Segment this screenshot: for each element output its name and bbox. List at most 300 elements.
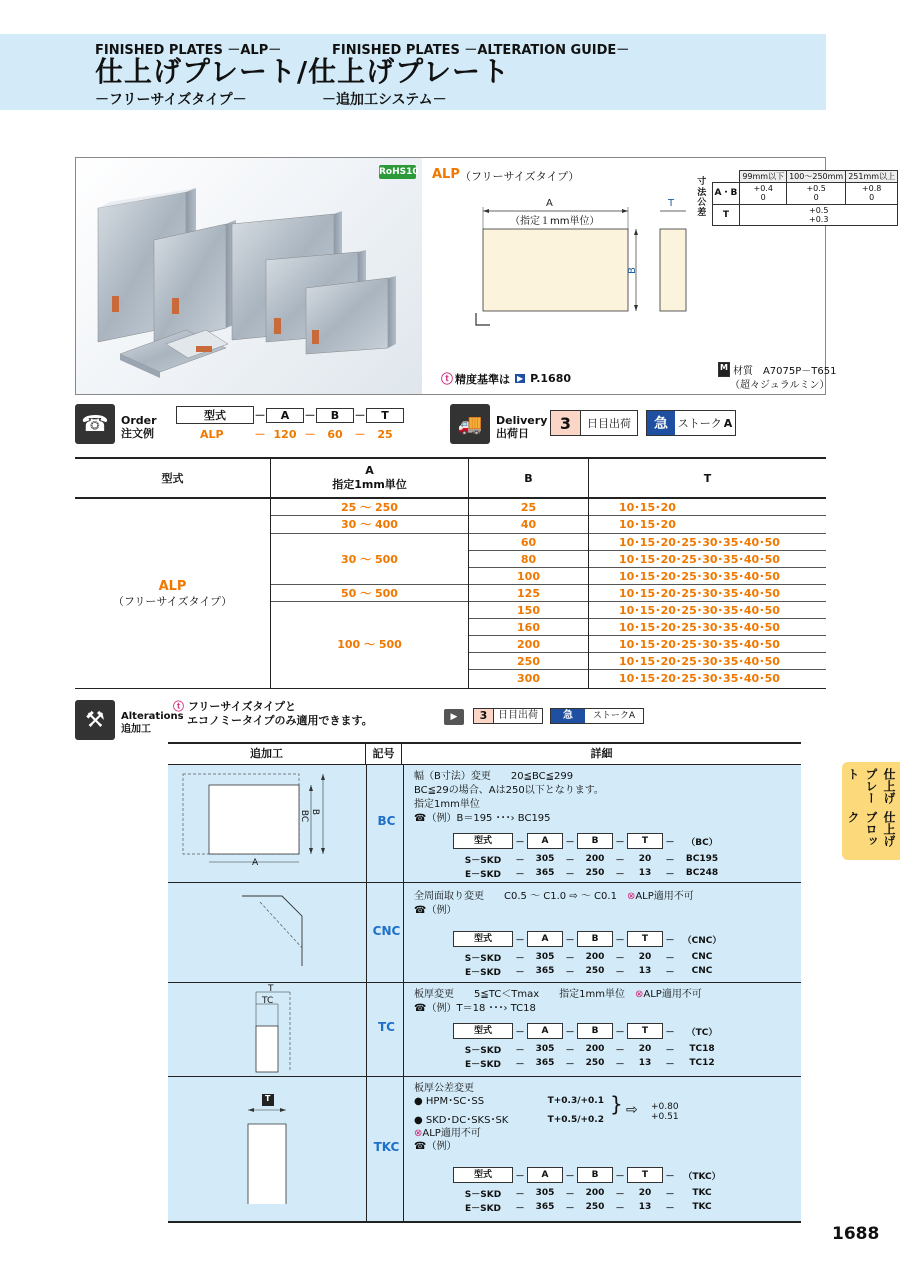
alt-delivery-badge — [473, 708, 543, 724]
example-cell: E－SKD — [464, 1059, 502, 1070]
delivery-title-en: Delivery — [496, 414, 548, 427]
example-cell: （BC） — [686, 837, 718, 848]
example-cell: 13 — [638, 966, 652, 976]
example-cell: － — [665, 1059, 675, 1070]
example-cell: － — [515, 935, 525, 946]
stock-badge — [646, 410, 736, 436]
side-tab[interactable] — [842, 762, 900, 860]
bc-example-table — [453, 832, 727, 880]
row-divider — [168, 882, 801, 883]
dim-t-label: T — [668, 198, 675, 209]
header-sub-1: －フリーサイズタイプ－ — [95, 92, 247, 108]
example-header-row — [453, 1022, 727, 1040]
alterations-note — [173, 700, 373, 728]
example-cell: － — [665, 855, 675, 866]
tol-col-3: 251mm以上 — [846, 171, 898, 183]
delivery-title — [496, 414, 547, 440]
spec-a-range: 25 ～ 250 — [271, 499, 468, 516]
spec-model-sub: （フリーサイズタイプ） — [112, 594, 233, 608]
stock-icon: 急 — [647, 411, 675, 435]
rohs-badge: RoHS10 — [379, 167, 419, 177]
example-cell: － — [515, 1045, 525, 1056]
spec-t-cell: 10･15･20･25･30･35･40･50 — [589, 653, 826, 670]
spec-b-cell: 125 — [469, 585, 588, 602]
spec-t-cell: 10･15･20･25･30･35･40･50 — [619, 672, 780, 685]
example-row — [453, 964, 727, 978]
example-row — [453, 950, 727, 964]
header-en-title-1: FINISHED PLATES －ALP－ — [95, 43, 282, 58]
example-cell: TC12 — [689, 1058, 715, 1068]
tkc-example-table — [453, 1166, 727, 1214]
tc-fig-tc-label: TC — [262, 996, 274, 1006]
example-cell: T — [627, 931, 663, 947]
spec-h-t: T — [703, 471, 712, 485]
bc-line-2: BC≦29の場合、Aは250以下となります。 — [414, 785, 604, 796]
tc-fig-t-label: T — [268, 984, 274, 994]
spec-t-cell: 10･15･20 — [589, 499, 826, 516]
side-tab-line-2: 仕上げブロック — [846, 811, 896, 847]
tkc-na: ALP適用不可 — [422, 1128, 481, 1139]
cnc-figure — [230, 890, 320, 970]
tkc-new-tol: +0.80 +0.51 — [651, 1102, 679, 1122]
example-cell: － — [615, 855, 625, 866]
dim-b-label: B — [626, 267, 638, 274]
spec-t-cell: 10･15･20･25･30･35･40･50 — [589, 619, 826, 636]
order-h-dash: － — [354, 409, 366, 422]
example-cell: 200 — [585, 854, 605, 864]
bc-fig-a-label: A — [252, 858, 259, 868]
example-cell: － — [515, 953, 525, 964]
spec-b-cell: 40 — [469, 516, 588, 534]
order-v-b: 60 — [327, 427, 343, 441]
spec-b-col — [469, 499, 589, 688]
spec-a-range: 30 ～ 500 — [271, 534, 468, 585]
cnc-example: （例） — [426, 905, 457, 916]
example-cell: E－SKD — [464, 869, 502, 880]
example-cell: － — [515, 967, 525, 978]
example-row — [453, 1056, 727, 1070]
example-cell: － — [665, 967, 675, 978]
tol-ab-2: +0.5 0 — [787, 183, 846, 204]
example-cell: 20 — [638, 1188, 652, 1198]
phone-icon: ☎ — [75, 404, 115, 444]
tkc-code: TKC — [373, 1140, 400, 1154]
example-cell: － — [615, 1189, 625, 1200]
example-cell: 20 — [638, 952, 652, 962]
example-cell: 20 — [638, 1044, 652, 1054]
order-h-dash: － — [254, 409, 266, 422]
spec-t-cell: 10･15･20･25･30･35･40･50 — [589, 551, 826, 568]
cnc-na: ALP適用不可 — [635, 891, 694, 902]
spec-t-cell: 10･15･20･25･30･35･40･50 — [589, 602, 826, 619]
example-cell: 型式 — [453, 931, 513, 947]
brace-icon: } — [610, 1092, 623, 1116]
phone-icon-small: ☎ — [414, 1141, 427, 1152]
example-row — [453, 1042, 727, 1056]
material-sub: （超々ジュラルミン） — [730, 380, 830, 391]
alp-type: （フリーサイズタイプ） — [460, 170, 580, 183]
example-cell: － — [565, 1189, 575, 1200]
example-cell: － — [565, 1027, 575, 1038]
tkc-detail — [414, 1082, 794, 1153]
phone-icon-small: ☎ — [414, 905, 427, 916]
alt-stock-icon: 急 — [551, 709, 585, 723]
example-cell: T — [627, 1167, 663, 1183]
tol-col-1: 99mm以下 — [740, 171, 787, 183]
header-jp-title: 仕上げプレート/仕上げプレート — [95, 55, 510, 88]
cnc-example-table — [453, 930, 727, 978]
spec-a-col — [271, 499, 469, 688]
delivery-title-jp: 出荷日 — [496, 427, 529, 440]
example-cell: T — [627, 1023, 663, 1039]
example-cell: － — [565, 837, 575, 848]
order-h-dash: － — [304, 409, 316, 422]
spec-b-cell: 200 — [469, 636, 588, 653]
example-cell: － — [615, 935, 625, 946]
stock-label: ストーク — [677, 417, 722, 430]
bc-line-1: 幅（B寸法）変更 20≦BC≦299 — [414, 771, 574, 782]
example-cell: － — [515, 837, 525, 848]
material-text: 材質 A7075P－T651 — [732, 366, 837, 377]
example-cell: A — [527, 1167, 563, 1183]
delivery-days: 3 — [551, 411, 581, 435]
tol-row-t: T — [712, 204, 740, 225]
order-title-en: Order — [121, 414, 157, 427]
example-cell: － — [565, 1059, 575, 1070]
row-divider — [168, 1076, 801, 1077]
spec-h-model: 型式 — [75, 459, 271, 497]
example-cell: 365 — [535, 868, 555, 878]
example-cell: 250 — [585, 1202, 605, 1212]
tc-code: TC — [378, 1020, 395, 1034]
tkc-line-1: 板厚公差変更 — [414, 1083, 474, 1094]
bc-line-3: 指定1mm単位 — [414, 799, 480, 810]
alterations-note-1: フリーサイズタイプと — [187, 700, 296, 713]
example-cell: － — [615, 1045, 625, 1056]
tol-t-val: +0.5 +0.3 — [740, 204, 898, 225]
order-v-dash: － — [304, 428, 316, 441]
example-cell: 型式 — [453, 1023, 513, 1039]
spec-h-b: B — [469, 459, 589, 497]
example-cell: 250 — [585, 966, 605, 976]
tc-example: （例）T＝18 ･･･› TC18 — [426, 1003, 536, 1014]
example-cell: － — [515, 855, 525, 866]
phone-icon-small: ☎ — [414, 813, 427, 824]
book-icon: ▶ — [517, 374, 524, 383]
example-cell: A — [527, 1023, 563, 1039]
tolerance-label: 寸法公差 — [697, 177, 707, 219]
spec-t-cell: 10･15･20･25･30･35･40･50 — [589, 636, 826, 653]
stock-text — [675, 411, 735, 435]
prohibit-icon: ⊗ — [626, 891, 636, 902]
spec-model-cell — [75, 499, 271, 688]
prohibit-icon: ⊗ — [414, 1128, 423, 1139]
phone-icon-small: ☎ — [414, 1003, 427, 1014]
example-cell: － — [565, 869, 575, 880]
side-tab-line-1: 仕上げプレート — [846, 768, 896, 804]
example-cell: （CNC） — [682, 935, 722, 946]
plates-illustration — [76, 158, 422, 394]
header-sub-2: －追加工システム－ — [322, 92, 447, 108]
order-v-model: ALP — [200, 427, 224, 441]
tkc-mat-1: ● HPM･SC･SS — [414, 1096, 485, 1107]
alt-h-work: 追加工 — [168, 744, 366, 764]
alterations-title-en: Alterations — [121, 711, 184, 722]
example-cell: 305 — [535, 1044, 555, 1054]
example-cell: － — [515, 1203, 525, 1214]
order-h-model: 型式 — [176, 406, 254, 424]
example-cell: 13 — [638, 1202, 652, 1212]
example-cell: － — [565, 953, 575, 964]
example-cell: － — [665, 1171, 675, 1182]
example-cell: 250 — [585, 1058, 605, 1068]
bc-fig-b-label: B — [310, 808, 321, 816]
spec-h-a-label: A — [365, 464, 374, 477]
example-cell: － — [515, 1189, 525, 1200]
bc-fig-bc-label: BC — [299, 809, 310, 823]
tkc-tol-2: T+0.5/+0.2 — [547, 1115, 604, 1125]
example-cell: 型式 — [453, 1167, 513, 1183]
tkc-mat-2: ● SKD･DC･SKS･SK — [414, 1115, 509, 1126]
example-cell: 305 — [535, 1188, 555, 1198]
col-divider — [366, 765, 367, 1221]
header-en-title-2: FINISHED PLATES －ALTERATION GUIDE－ — [332, 43, 630, 58]
example-cell: S－SKD — [464, 855, 502, 866]
example-cell: － — [565, 1045, 575, 1056]
example-cell: S－SKD — [464, 1045, 502, 1056]
example-cell: － — [615, 1059, 625, 1070]
bc-detail — [414, 770, 604, 826]
order-title — [121, 414, 157, 440]
example-cell: － — [665, 953, 675, 964]
tkc-fig-t-label: T — [265, 1094, 271, 1103]
material-badge: M — [718, 362, 730, 377]
example-cell: － — [515, 869, 525, 880]
spec-t-cell: 10･15･20･25･30･35･40･50 — [589, 534, 826, 551]
example-cell: CNC — [691, 952, 713, 962]
example-cell: S－SKD — [464, 1189, 502, 1200]
example-cell: － — [565, 1171, 575, 1182]
cnc-line-1: 全周面取り変更 C0.5 ～ C1.0 ⇨ ～ C0.1 — [414, 891, 617, 902]
example-cell: － — [615, 953, 625, 964]
bc-code: BC — [377, 814, 396, 828]
example-cell: － — [615, 869, 625, 880]
precision-page: P.1680 — [530, 372, 572, 385]
spec-b-cell: 80 — [469, 551, 588, 568]
spec-t-cell: 10･15･20･25･30･35･40･50 — [589, 568, 826, 585]
spec-b-cell: 60 — [469, 534, 588, 551]
example-cell: E－SKD — [464, 1203, 502, 1214]
example-cell: 365 — [535, 1058, 555, 1068]
alt-h-detail: 詳細 — [590, 747, 613, 760]
example-row — [453, 1186, 727, 1200]
spec-b-cell: 250 — [469, 653, 588, 670]
order-title-jp: 注文例 — [121, 427, 154, 440]
row-divider — [168, 982, 801, 983]
example-cell: － — [615, 1027, 625, 1038]
example-cell: T — [627, 833, 663, 849]
example-cell: 200 — [585, 952, 605, 962]
tol-ab-3: +0.8 0 — [846, 183, 898, 204]
order-h-t: T — [366, 408, 404, 423]
example-cell: － — [515, 1027, 525, 1038]
order-v-dash: － — [254, 428, 266, 441]
page-number: 1688 — [832, 1224, 880, 1244]
example-cell: 305 — [535, 854, 555, 864]
example-cell: （TKC） — [683, 1171, 721, 1182]
example-cell: － — [665, 935, 675, 946]
example-cell: － — [665, 1189, 675, 1200]
product-photo — [76, 158, 422, 394]
tolerance-table — [692, 170, 898, 226]
tc-detail — [414, 988, 702, 1016]
example-cell: CNC — [691, 966, 713, 976]
spec-table — [75, 457, 826, 689]
material-row — [718, 362, 836, 377]
hint-icon: ⓣ — [173, 700, 188, 713]
example-cell: － — [665, 1045, 675, 1056]
spec-a-range: 50 ～ 500 — [271, 585, 468, 602]
example-header-row — [453, 832, 727, 850]
example-row — [453, 852, 727, 866]
spec-a-range: 100 ～ 500 — [337, 638, 402, 651]
example-cell: － — [665, 1203, 675, 1214]
example-cell: TKC — [692, 1202, 712, 1212]
truck-icon-small: ▶ — [444, 709, 464, 725]
spec-t-cell: 10･15･20 — [589, 516, 826, 534]
order-h-b: B — [316, 408, 354, 423]
spec-h-a-note: 指定1mm単位 — [332, 478, 407, 491]
example-cell: － — [515, 1059, 525, 1070]
spec-a-range: 30 ～ 400 — [271, 516, 468, 534]
order-v-a: 120 — [273, 427, 297, 441]
hint-icon: ⓣ — [441, 372, 454, 386]
precision-text: 精度基準は — [455, 372, 511, 386]
example-cell: （TC） — [686, 1027, 718, 1038]
spec-b-cell: 100 — [469, 568, 588, 585]
alterations-title-jp: 追加工 — [121, 724, 151, 735]
tc-line-1: 板厚変更 5≦TC＜Tmax 指定1mm単位 — [414, 989, 625, 1000]
example-cell: BC248 — [685, 868, 719, 878]
example-cell: 305 — [535, 952, 555, 962]
order-header-row — [176, 406, 404, 424]
example-cell: － — [565, 1203, 575, 1214]
example-cell: － — [665, 837, 675, 848]
example-header-row — [453, 930, 727, 948]
spec-t-col — [589, 499, 826, 688]
example-cell: － — [665, 869, 675, 880]
tol-col-2: 100～250mm — [787, 171, 846, 183]
tol-ab-1: +0.4 0 — [740, 183, 787, 204]
example-header-row — [453, 1166, 727, 1184]
tc-example-table — [453, 1022, 727, 1070]
prohibit-icon: ⊗ — [635, 989, 644, 1000]
example-cell: － — [565, 855, 575, 866]
spec-b-cell: 150 — [469, 602, 588, 619]
example-cell: BC195 — [685, 854, 719, 864]
spec-b-cell: 300 — [517, 672, 540, 685]
alp-label: ALP — [432, 167, 460, 182]
stock-grade: A — [723, 416, 733, 430]
alt-header-row — [168, 744, 801, 765]
example-cell: 200 — [585, 1188, 605, 1198]
example-cell: S－SKD — [464, 953, 502, 964]
spec-b-cell: 160 — [469, 619, 588, 636]
spec-h-a — [271, 459, 469, 497]
drill-icon: ⚒ — [75, 700, 115, 740]
spec-header-row — [75, 459, 826, 499]
alt-stock-badge — [550, 708, 644, 724]
tc-figure — [250, 984, 310, 1074]
cnc-detail — [414, 890, 694, 918]
arrow-right-icon: ⇨ — [626, 1102, 638, 1118]
spec-t-cell: 10･15･20･25･30･35･40･50 — [589, 585, 826, 602]
order-h-a: A — [266, 408, 304, 423]
example-cell: B — [577, 1023, 613, 1039]
example-cell: A — [527, 833, 563, 849]
example-row — [453, 1200, 727, 1214]
example-cell: TC18 — [689, 1044, 715, 1054]
cnc-code: CNC — [372, 924, 401, 938]
example-cell: 20 — [638, 854, 652, 864]
example-cell: － — [615, 967, 625, 978]
example-cell: E－SKD — [464, 967, 502, 978]
example-cell: TKC — [692, 1188, 712, 1198]
order-v-dash: － — [354, 428, 366, 441]
example-cell: － — [615, 1171, 625, 1182]
example-cell: － — [565, 967, 575, 978]
bc-example: （例）B＝195 ･･･› BC195 — [426, 813, 551, 824]
alt-stock-label: ストークA — [592, 711, 636, 721]
example-cell: 250 — [585, 868, 605, 878]
tc-na: ALP適用不可 — [643, 989, 702, 1000]
precision-note — [441, 370, 571, 387]
example-cell: － — [615, 837, 625, 848]
tkc-example: （例） — [426, 1141, 457, 1152]
example-cell: 型式 — [453, 833, 513, 849]
spec-model: ALP — [158, 578, 187, 594]
example-cell: － — [665, 1027, 675, 1038]
spec-b-cell: 25 — [469, 499, 588, 516]
example-cell: B — [577, 931, 613, 947]
example-cell: B — [577, 1167, 613, 1183]
truck-icon: 🚚 — [450, 404, 490, 444]
alt-delivery-label: 日目出荷 — [498, 710, 538, 721]
order-v-t: 25 — [377, 427, 393, 441]
example-cell: 365 — [535, 966, 555, 976]
example-cell: 365 — [535, 1202, 555, 1212]
order-value-row — [176, 424, 404, 444]
example-cell: － — [615, 1203, 625, 1214]
example-cell: A — [527, 931, 563, 947]
example-cell: 13 — [638, 1058, 652, 1068]
order-example-table — [176, 406, 404, 444]
example-cell: B — [577, 833, 613, 849]
alterations-note-2: エコノミータイプのみ適用できます。 — [187, 714, 373, 727]
alt-h-code: 記号 — [366, 744, 402, 764]
alt-delivery-days: 3 — [474, 709, 494, 723]
delivery-days-label: 日目出荷 — [587, 417, 631, 430]
example-cell: 13 — [638, 868, 652, 878]
dim-a-note: （指定１mm単位） — [510, 216, 600, 227]
tol-row-ab: A・B — [712, 183, 740, 204]
delivery-badge — [550, 410, 638, 436]
tkc-figure — [240, 1094, 300, 1206]
example-cell: － — [565, 935, 575, 946]
dim-a-label: A — [546, 198, 553, 209]
example-cell: － — [515, 1171, 525, 1182]
example-cell: 200 — [585, 1044, 605, 1054]
